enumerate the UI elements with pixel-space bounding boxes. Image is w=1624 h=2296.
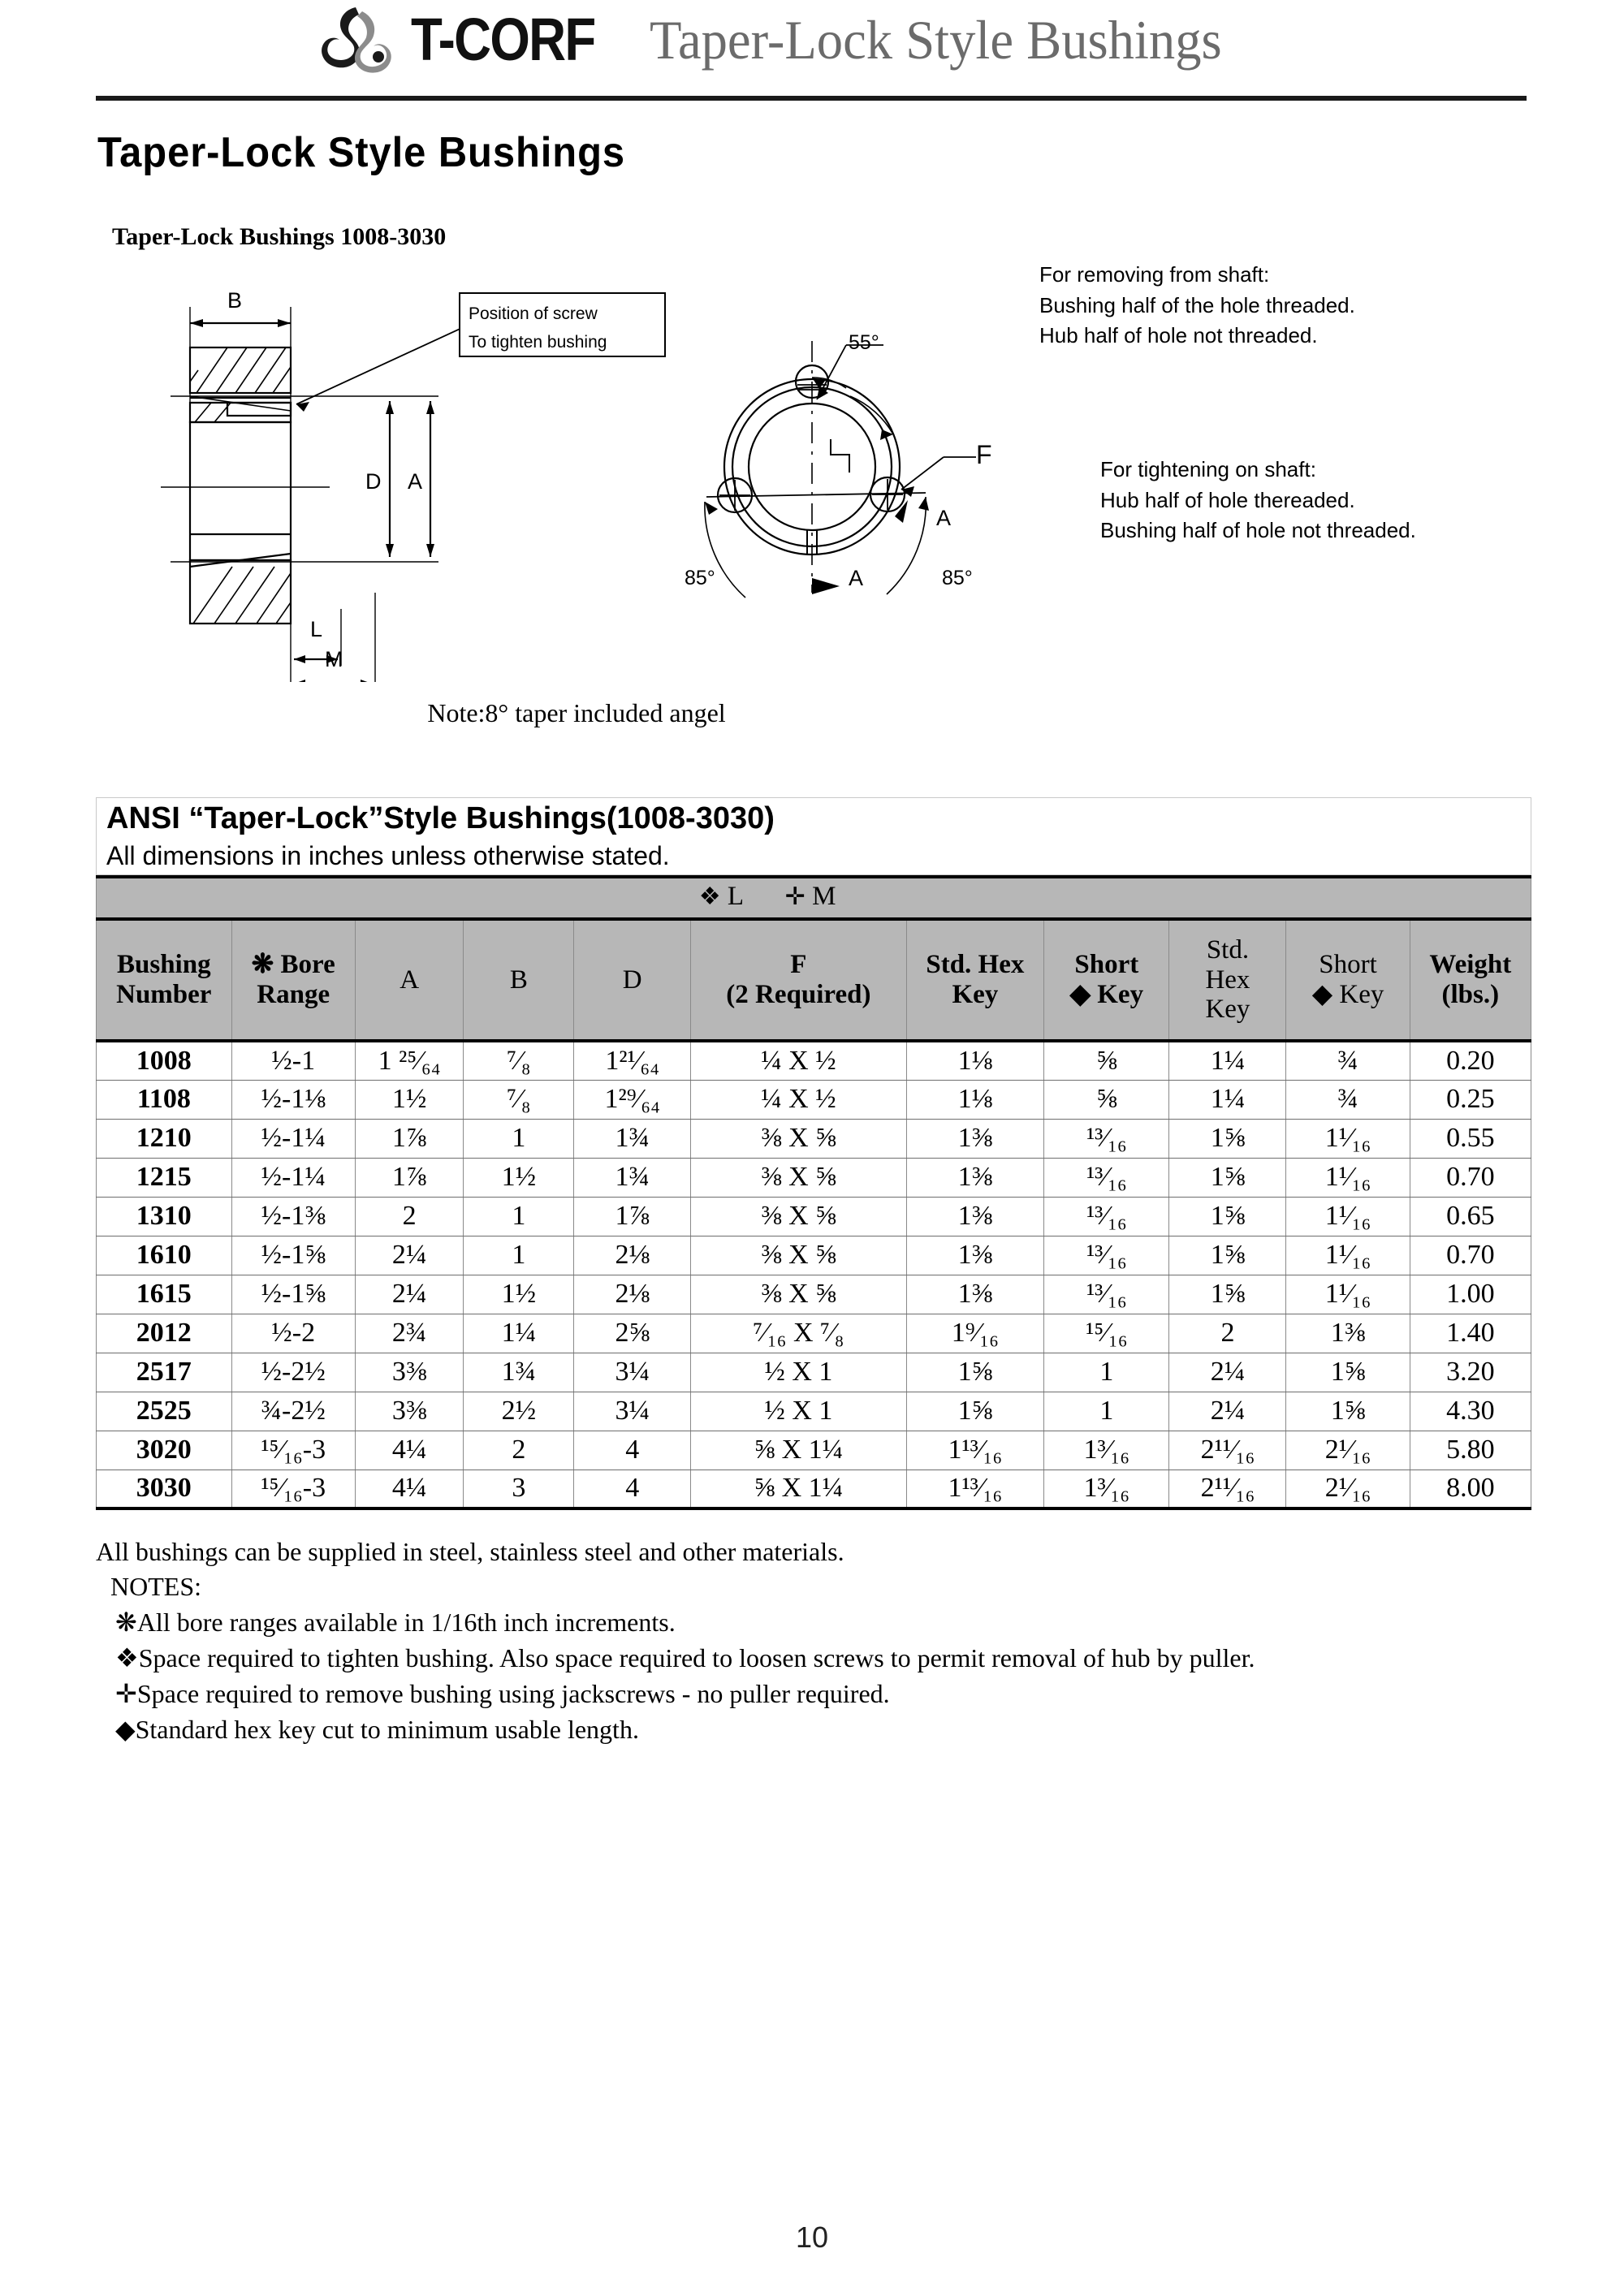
cell-L-std-hex-key: 1⁹⁄₁₆ (906, 1314, 1044, 1353)
column-header-M-short-key (1286, 919, 1410, 1041)
cell-B: 1½ (464, 1275, 574, 1314)
column-header-weight (1410, 919, 1531, 1041)
cell-bore-range: ½-2½ (231, 1353, 355, 1392)
bushing-diagram (89, 260, 1543, 779)
cell-M-std-hex-key: 2¹¹⁄₁₆ (1169, 1431, 1286, 1470)
table-band-row (97, 877, 1531, 919)
removing-line-1: For removing from shaft: (1039, 262, 1270, 287)
note-text: Space required to tighten bushing. Also space required to loosen screws to permit removal of hub by puller. (138, 1643, 1255, 1672)
table-row (97, 1275, 1531, 1314)
cell-L-std-hex-key: 1⅛ (906, 1041, 1044, 1080)
header-line: Key (952, 980, 999, 1009)
table-row (97, 1236, 1531, 1275)
cell-A: 1½ (355, 1080, 464, 1119)
cell-L-std-hex-key: 1⅜ (906, 1236, 1044, 1275)
cell-B: 1¾ (464, 1353, 574, 1392)
page-title: Taper-Lock Style Bushings (97, 129, 626, 176)
note-item (115, 1607, 1541, 1638)
table-row (97, 1158, 1531, 1197)
note-text: All bore ranges available in 1/16th inch increments. (136, 1608, 676, 1637)
header-text: Key (1097, 980, 1144, 1009)
cell-weight: 0.55 (1410, 1119, 1531, 1158)
cell-M-short-key: ¾ (1286, 1080, 1410, 1119)
cell-weight: 5.80 (1410, 1431, 1531, 1470)
cell-L-short-key: ¹³⁄₁₆ (1044, 1119, 1169, 1158)
angle-label-85-left: 85° (685, 567, 715, 589)
cell-L-short-key: ⅝ (1044, 1041, 1169, 1080)
header-line: F (790, 950, 807, 980)
table-row (97, 1314, 1531, 1353)
cell-M-short-key: 1¹⁄₁₆ (1286, 1197, 1410, 1236)
cell-bushing-number: 1610 (97, 1236, 232, 1275)
cell-L-short-key: ⅝ (1044, 1080, 1169, 1119)
column-header-L-short-key (1044, 919, 1169, 1041)
cell-bore-range: ½-2 (231, 1314, 355, 1353)
angle-label-55: 55° (849, 331, 879, 354)
cell-weight: 1.00 (1410, 1275, 1531, 1314)
cell-bore-range: ½-1⅜ (231, 1197, 355, 1236)
table-row (97, 1119, 1531, 1158)
cell-bore-range: ¹⁵⁄₁₆-3 (231, 1470, 355, 1508)
cell-F: ¼ X ½ (691, 1041, 906, 1080)
cell-L-short-key: ¹³⁄₁₆ (1044, 1236, 1169, 1275)
cell-M-short-key: 1¹⁄₁₆ (1286, 1236, 1410, 1275)
column-header-F (691, 919, 906, 1041)
header-text: Key (1339, 980, 1384, 1009)
cell-B: 2 (464, 1431, 574, 1470)
cell-B: ⁷⁄₈ (464, 1041, 574, 1080)
cell-B: ⁷⁄₈ (464, 1080, 574, 1119)
cell-D: 2⅛ (574, 1236, 691, 1275)
band-L-group (699, 882, 744, 912)
header-line: Key (1205, 995, 1250, 1025)
cell-M-short-key: 1¹⁄₁₆ (1286, 1119, 1410, 1158)
cell-M-std-hex-key: 1⅝ (1169, 1197, 1286, 1236)
cell-A: 4¼ (355, 1470, 464, 1508)
table-subtitle: All dimensions in inches unless otherwise stated. (96, 839, 1531, 875)
cell-F: ⅜ X ⅝ (691, 1275, 906, 1314)
specification-table-block (96, 797, 1531, 1510)
cross-icon: ✛ (784, 883, 806, 910)
cell-A: 1⅞ (355, 1158, 464, 1197)
cell-M-std-hex-key: 2¼ (1169, 1392, 1286, 1431)
band-M-group (785, 882, 836, 912)
header-title: Taper-Lock Style Bushings (650, 9, 1222, 71)
cell-weight: 8.00 (1410, 1470, 1531, 1508)
cell-D: 3¼ (574, 1353, 691, 1392)
cell-D: 1¾ (574, 1119, 691, 1158)
cell-M-std-hex-key: 2¼ (1169, 1353, 1286, 1392)
cell-bore-range: ½-1¼ (231, 1158, 355, 1197)
cell-B: 1½ (464, 1158, 574, 1197)
column-header-L-std-hex-key (906, 919, 1044, 1041)
materials-note: All bushings can be supplied in steel, stainless steel and other materials. (96, 1537, 844, 1566)
diamond-icon: ◆ (1069, 980, 1091, 1009)
cell-M-std-hex-key: 1⅝ (1169, 1119, 1286, 1158)
cell-M-std-hex-key: 1⅝ (1169, 1275, 1286, 1314)
cell-F: ⅜ X ⅝ (691, 1197, 906, 1236)
brand-lockup (309, 5, 624, 75)
note-symbol-icon: ❋ (115, 1608, 137, 1637)
removing-line-3: Hub half of hole not threaded. (1039, 323, 1318, 348)
cell-L-short-key: ¹³⁄₁₆ (1044, 1275, 1169, 1314)
diamond-cluster-icon: ❖ (698, 883, 721, 910)
header-line: Std. Hex (926, 950, 1025, 980)
cell-F: ½ X 1 (691, 1353, 906, 1392)
cell-B: 1¼ (464, 1314, 574, 1353)
cell-B: 1 (464, 1197, 574, 1236)
header-line: Short (1319, 950, 1377, 980)
cell-L-std-hex-key: 1¹³⁄₁₆ (906, 1470, 1044, 1508)
cell-L-short-key: ¹³⁄₁₆ (1044, 1197, 1169, 1236)
cell-M-short-key: 2¹⁄₁₆ (1286, 1431, 1410, 1470)
notes-heading: NOTES: (110, 1572, 201, 1601)
band-L-label: L (727, 882, 745, 911)
cell-L-std-hex-key: 1⅜ (906, 1275, 1044, 1314)
cell-L-short-key: 1³⁄₁₆ (1044, 1431, 1169, 1470)
cell-F: ⅜ X ⅝ (691, 1236, 906, 1275)
cell-A: 2¼ (355, 1275, 464, 1314)
cell-bore-range: ½-1⅝ (231, 1236, 355, 1275)
cell-D: 1²¹⁄₆₄ (574, 1041, 691, 1080)
cell-bore-range: ½-1 (231, 1041, 355, 1080)
cell-M-short-key: 1¹⁄₁₆ (1286, 1275, 1410, 1314)
note-item (115, 1642, 1541, 1673)
cell-D: 4 (574, 1470, 691, 1508)
column-header-D: D (574, 919, 691, 1041)
brand-wordmark: T-CORF (411, 6, 595, 73)
cell-F: ⅜ X ⅝ (691, 1119, 906, 1158)
table-body (97, 1041, 1531, 1508)
header-line: Range (257, 980, 330, 1009)
cell-M-std-hex-key: 1¼ (1169, 1041, 1286, 1080)
cell-bore-range: ¾-2½ (231, 1392, 355, 1431)
cell-L-short-key: ¹³⁄₁₆ (1044, 1158, 1169, 1197)
header-line: (lbs.) (1441, 980, 1500, 1009)
cell-F: ⅜ X ⅝ (691, 1158, 906, 1197)
cell-bushing-number: 2517 (97, 1353, 232, 1392)
cell-L-short-key: ¹⁵⁄₁₆ (1044, 1314, 1169, 1353)
cell-A: 1⅞ (355, 1119, 464, 1158)
cell-M-short-key: 1⅝ (1286, 1392, 1410, 1431)
cell-A: 3⅜ (355, 1353, 464, 1392)
cell-weight: 0.70 (1410, 1236, 1531, 1275)
header-line: Weight (1429, 950, 1512, 980)
cell-A: 3⅜ (355, 1392, 464, 1431)
header-line (1286, 980, 1409, 1010)
note-symbol-icon: ✛ (115, 1679, 137, 1708)
removing-line-2: Bushing half of the hole threaded. (1039, 292, 1355, 317)
cell-B: 1 (464, 1236, 574, 1275)
page-header (0, 0, 1624, 104)
cell-D: 1⅞ (574, 1197, 691, 1236)
cell-weight: 0.25 (1410, 1080, 1531, 1119)
cell-M-std-hex-key: 1⅝ (1169, 1158, 1286, 1197)
cell-L-std-hex-key: 1¹³⁄₁₆ (906, 1431, 1044, 1470)
angle-label-85-right: 85° (942, 567, 973, 589)
cell-D: 2⅛ (574, 1275, 691, 1314)
band-M-label: M (812, 882, 836, 911)
cell-F: ⅝ X 1¼ (691, 1431, 906, 1470)
cell-bushing-number: 2525 (97, 1392, 232, 1431)
cell-bore-range: ½-1¼ (231, 1119, 355, 1158)
cell-L-std-hex-key: 1⅝ (906, 1353, 1044, 1392)
cell-M-short-key: ¾ (1286, 1041, 1410, 1080)
notes-section (96, 1537, 1541, 1750)
tightening-line-3: Bushing half of hole not threaded. (1100, 518, 1416, 543)
cell-bushing-number: 1615 (97, 1275, 232, 1314)
dimension-label-A: A (408, 469, 423, 494)
section-arrow-label-A-bottom: A (849, 566, 864, 590)
cell-L-std-hex-key: 1⅜ (906, 1197, 1044, 1236)
column-header-B: B (464, 919, 574, 1041)
section-label-F: F (976, 440, 992, 469)
table-row (97, 1197, 1531, 1236)
cell-bushing-number: 1215 (97, 1158, 232, 1197)
dimension-label-B: B (227, 288, 243, 313)
callout-line-2: To tighten bushing (469, 332, 607, 352)
cell-L-short-key: 1³⁄₁₆ (1044, 1470, 1169, 1508)
cell-bushing-number: 1310 (97, 1197, 232, 1236)
cell-weight: 4.30 (1410, 1392, 1531, 1431)
cell-weight: 0.20 (1410, 1041, 1531, 1080)
cell-bushing-number: 1008 (97, 1041, 232, 1080)
cell-weight: 1.40 (1410, 1314, 1531, 1353)
header-line: Bushing (117, 950, 211, 980)
table-row (97, 1392, 1531, 1431)
table-row (97, 1470, 1531, 1508)
cell-A: 1 ²⁵⁄₆₄ (355, 1041, 464, 1080)
cell-bushing-number: 1210 (97, 1119, 232, 1158)
cell-bushing-number: 3020 (97, 1431, 232, 1470)
tightening-line-1: For tightening on shaft: (1100, 457, 1316, 481)
cell-D: 1¾ (574, 1158, 691, 1197)
cell-L-std-hex-key: 1⅜ (906, 1119, 1044, 1158)
header-line: Std. (1206, 934, 1250, 965)
cell-A: 4¼ (355, 1431, 464, 1470)
cell-weight: 0.70 (1410, 1158, 1531, 1197)
diamond-icon: ◆ (1311, 980, 1333, 1009)
cell-bushing-number: 2012 (97, 1314, 232, 1353)
note-text: Standard hex key cut to minimum usable length. (135, 1715, 639, 1744)
table-row (97, 1041, 1531, 1080)
table-row (97, 1431, 1531, 1470)
asterisk-flower-icon: ❋ (251, 950, 274, 980)
cell-F: ⁷⁄₁₆ X ⁷⁄₈ (691, 1314, 906, 1353)
cell-D: 4 (574, 1431, 691, 1470)
taper-note: Note:8° taper included angel (427, 698, 726, 727)
cell-bore-range: ½-1⅝ (231, 1275, 355, 1314)
section-arrow-label-A-right: A (936, 506, 952, 530)
cell-B: 1 (464, 1119, 574, 1158)
cell-L-std-hex-key: 1⅜ (906, 1158, 1044, 1197)
callout-line-1: Position of screw (469, 304, 598, 323)
cell-bushing-number: 1108 (97, 1080, 232, 1119)
table-title: ANSI “Taper-Lock”Style Bushings(1008-3030) (96, 797, 1531, 839)
cell-M-std-hex-key: 2 (1169, 1314, 1286, 1353)
dimension-label-M: M (325, 647, 343, 671)
column-header-bushing-number (97, 919, 232, 1041)
cell-B: 3 (464, 1470, 574, 1508)
dimension-label-D: D (365, 469, 382, 494)
cell-F: ½ X 1 (691, 1392, 906, 1431)
band-LM-cell (97, 877, 1531, 919)
page-number: 10 (795, 2220, 829, 2254)
screw-position-callout (459, 292, 666, 357)
cell-L-short-key: 1 (1044, 1392, 1169, 1431)
bushing-spec-table (96, 875, 1531, 1510)
cell-L-short-key: 1 (1044, 1353, 1169, 1392)
column-header-A: A (355, 919, 464, 1041)
cell-L-std-hex-key: 1⅝ (906, 1392, 1044, 1431)
header-line: Hex (1205, 965, 1250, 995)
header-line: (2 Required) (726, 980, 871, 1009)
cell-M-std-hex-key: 1¼ (1169, 1080, 1286, 1119)
cell-weight: 3.20 (1410, 1353, 1531, 1392)
cell-bore-range: ¹⁵⁄₁₆-3 (231, 1431, 355, 1470)
cell-D: 3¼ (574, 1392, 691, 1431)
header-line (232, 950, 355, 980)
note-item (115, 1714, 1541, 1745)
tcorf-logo-icon (309, 5, 406, 75)
table-row (97, 1080, 1531, 1119)
header-line (1044, 980, 1168, 1010)
cell-L-std-hex-key: 1⅛ (906, 1080, 1044, 1119)
column-header-bore-range (231, 919, 355, 1041)
cell-B: 2½ (464, 1392, 574, 1431)
cell-M-short-key: 1¹⁄₁₆ (1286, 1158, 1410, 1197)
cell-D: 1²⁹⁄₆₄ (574, 1080, 691, 1119)
note-symbol-icon: ◆ (115, 1715, 136, 1744)
header-text: Bore (280, 950, 335, 980)
notes-list (96, 1607, 1541, 1745)
cell-M-short-key: 1⅜ (1286, 1314, 1410, 1353)
note-symbol-icon: ❖ (115, 1643, 139, 1672)
tightening-instructions (1100, 455, 1416, 546)
dimension-label-L: L (310, 617, 323, 641)
cell-M-short-key: 1⅝ (1286, 1353, 1410, 1392)
table-header-row (97, 919, 1531, 1041)
note-item (115, 1678, 1541, 1709)
column-header-M-std-hex-key (1169, 919, 1286, 1041)
cell-F: ¼ X ½ (691, 1080, 906, 1119)
header-divider (96, 96, 1527, 101)
table-row (97, 1353, 1531, 1392)
cell-bushing-number: 3030 (97, 1470, 232, 1508)
cell-D: 2⅝ (574, 1314, 691, 1353)
cell-A: 2¾ (355, 1314, 464, 1353)
removing-instructions (1039, 260, 1355, 352)
cell-M-std-hex-key: 2¹¹⁄₁₆ (1169, 1470, 1286, 1508)
cell-M-std-hex-key: 1⅝ (1169, 1236, 1286, 1275)
cell-A: 2 (355, 1197, 464, 1236)
header-line: Short (1074, 950, 1139, 980)
cell-M-short-key: 2¹⁄₁₆ (1286, 1470, 1410, 1508)
cell-weight: 0.65 (1410, 1197, 1531, 1236)
cell-F: ⅝ X 1¼ (691, 1470, 906, 1508)
note-text: Space required to remove bushing using jackscrews - no puller required. (136, 1679, 890, 1708)
section-subtitle: Taper-Lock Bushings 1008-3030 (112, 223, 447, 250)
cell-A: 2¼ (355, 1236, 464, 1275)
header-line: Number (116, 980, 212, 1009)
tightening-line-2: Hub half of hole thereaded. (1100, 487, 1355, 512)
cell-bore-range: ½-1⅛ (231, 1080, 355, 1119)
